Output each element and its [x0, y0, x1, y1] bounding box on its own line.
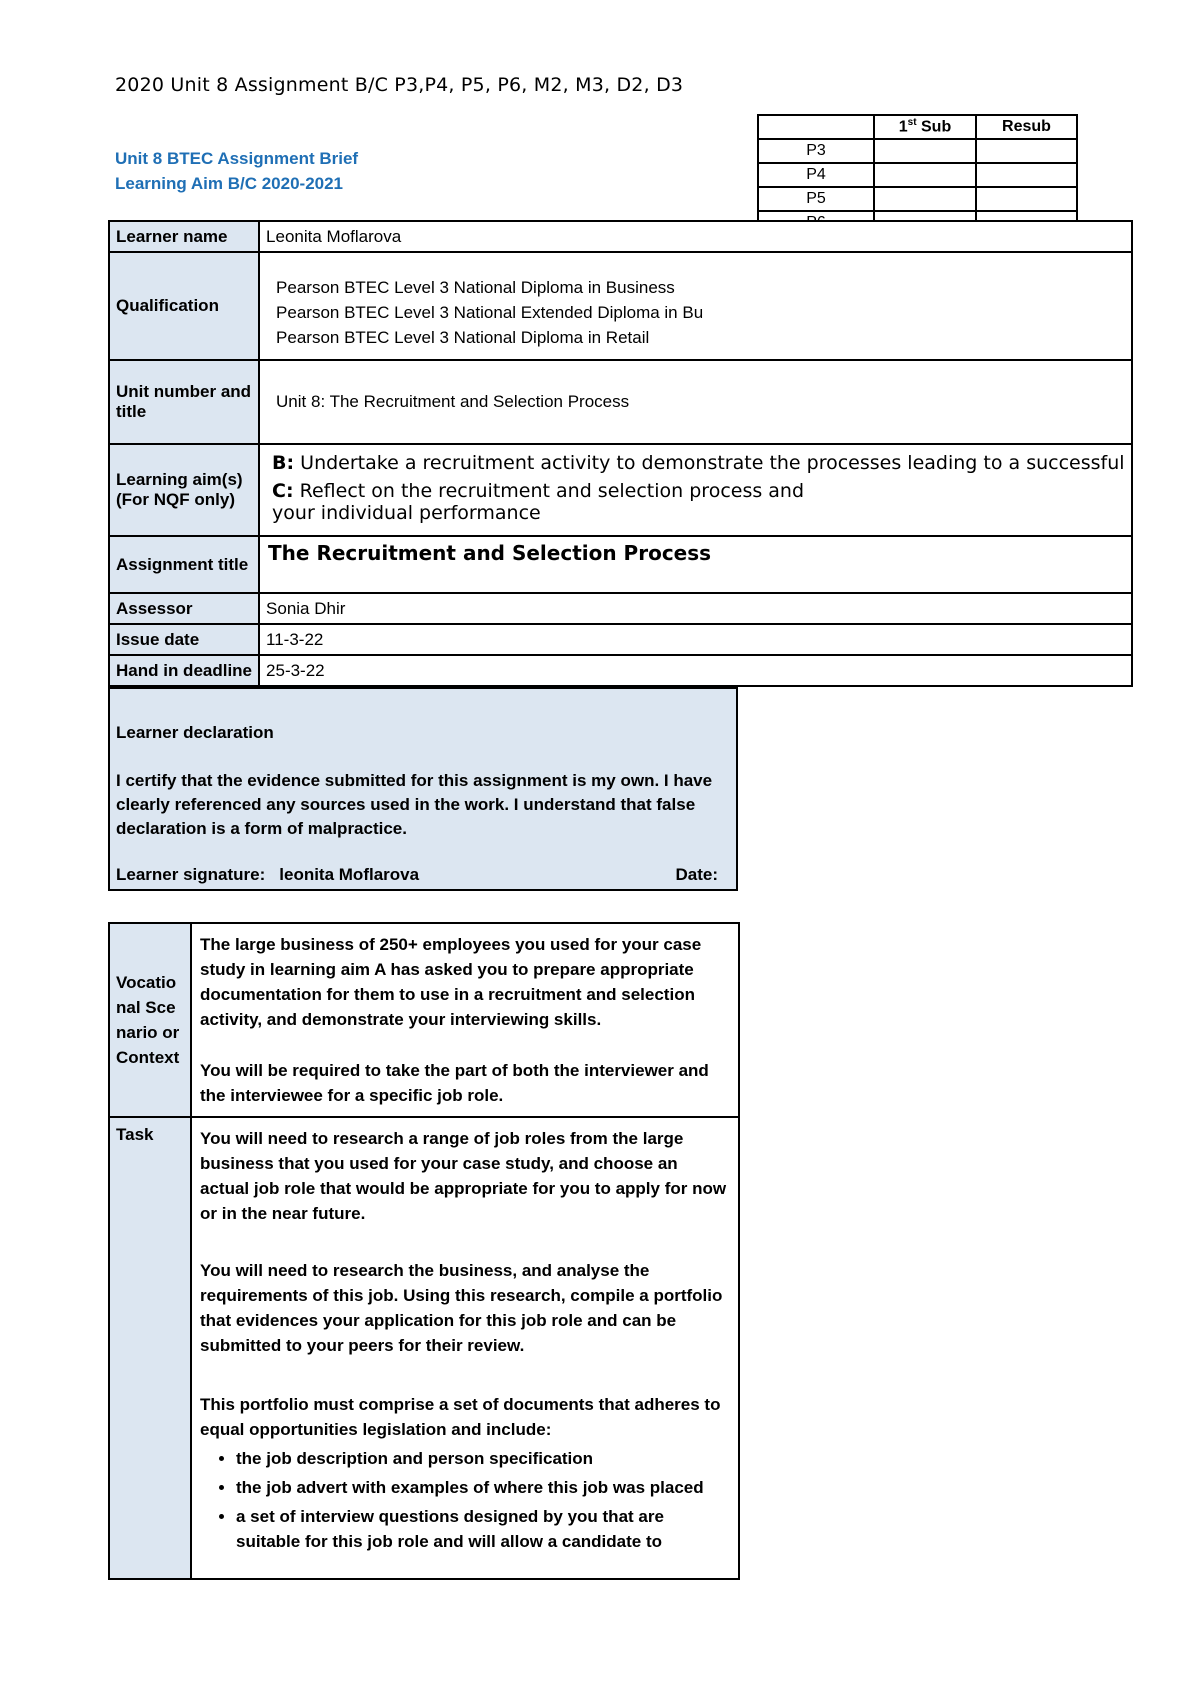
grade-criterion: P4 — [758, 163, 874, 187]
grade-row — [758, 163, 1077, 187]
task-paragraph: This portfolio must comprise a set of documents that adheres to equal opportunities legislation and include: — [200, 1395, 721, 1439]
grade-criterion: P5 — [758, 187, 874, 211]
scenario-paragraph: The large business of 250+ employees you used for your case study in learning aim A has asked you to prepare appropriate documentation for them to use in a recruitment and selection activity, and demonstrate your interviewing skills. — [200, 935, 702, 1029]
info-row-deadline — [109, 655, 1132, 686]
grade-header-row — [758, 115, 1077, 139]
assessor-value: Sonia Dhir — [259, 593, 1132, 624]
info-row-assignment — [109, 536, 1132, 593]
info-row-issue — [109, 624, 1132, 655]
learning-aim-value — [259, 444, 1132, 536]
qualification-line: Pearson BTEC Level 3 National Diploma in Business — [276, 278, 675, 297]
brief-subtitle: Learning Aim B/C 2020-2021 — [115, 174, 344, 193]
aim-c-cont: your individual performance — [272, 502, 541, 524]
scenario-label: Vocational Scenario or Context — [109, 923, 191, 1117]
qualification-value — [259, 252, 1132, 360]
brief-title: Unit 8 BTEC Assignment Brief — [115, 149, 359, 168]
assessor-label: Assessor — [109, 593, 259, 624]
aim-c: C: Reflect on the recruitment and selection process and — [272, 480, 805, 502]
scenario-task-table — [108, 922, 740, 1580]
grade-header-blank — [758, 115, 874, 139]
qualification-line: Pearson BTEC Level 3 National Extended Diploma in Bu — [276, 303, 704, 322]
unit-value: Unit 8: The Recruitment and Selection Process — [259, 360, 1132, 444]
info-row-qualification — [109, 252, 1132, 360]
grade-criterion: P3 — [758, 139, 874, 163]
qualification-line: Pearson BTEC Level 3 National Diploma in Retail — [276, 328, 650, 347]
scenario-row — [109, 923, 739, 1117]
learning-aim-label: Learning aim(s) (For NQF only) — [109, 444, 259, 536]
assignment-info-table — [108, 220, 1133, 687]
task-bullet: • a set of interview questions designed by you that are suitable for this job role and will allow a candidate to — [236, 1504, 730, 1554]
task-paragraph: You will need to research the business, and analyse the requirements of this job. Using this research, compile a portfolio that evidences your application for this job role and can be submitted to your peers for their review. — [200, 1261, 723, 1355]
issue-date-label: Issue date — [109, 624, 259, 655]
learner-declaration-box — [108, 687, 738, 891]
task-row — [109, 1117, 739, 1579]
learner-name-value: Leonita Moflarova — [259, 221, 1132, 252]
issue-date-value: 11-3-22 — [259, 624, 1132, 655]
task-label: Task — [109, 1117, 191, 1579]
info-row-unit — [109, 360, 1132, 444]
aim-b: B: Undertake a recruitment activity to demonstrate the processes leading to a successful — [272, 452, 1125, 474]
assignment-title-label: Assignment title — [109, 536, 259, 593]
scenario-content — [191, 923, 739, 1117]
brief-title-block — [115, 146, 358, 196]
grade-header-resub: Resub — [976, 115, 1077, 139]
task-bullet-list — [200, 1446, 730, 1554]
deadline-value: 25-3-22 — [259, 655, 1132, 686]
info-row-aim — [109, 444, 1132, 536]
info-row-assessor — [109, 593, 1132, 624]
deadline-label: Hand in deadline — [109, 655, 259, 686]
signature-label: Learner signature: — [116, 865, 266, 884]
grade-header-first-sub: 1st Sub — [874, 115, 976, 139]
task-paragraph: You will need to research a range of job roles from the large business that you used for your case study, and choose an actual job role that would be appropriate for you to apply for now or in the near future. — [200, 1129, 727, 1223]
document-header: 2020 Unit 8 Assignment B/C P3,P4, P5, P6, M2, M3, D2, D3 — [115, 74, 684, 96]
unit-label: Unit number and title — [109, 360, 259, 444]
declaration-text: I certify that the evidence submitted for this assignment is my own. I have clearly referenced any sources used in the work. I understand that false declaration is a form of malpractice. — [116, 771, 713, 838]
date-label: Date: — [675, 865, 718, 884]
info-row-learner — [109, 221, 1132, 252]
assignment-title-value: The Recruitment and Selection Process — [259, 536, 1132, 593]
task-bullet: • the job advert with examples of where this job was placed — [236, 1475, 730, 1500]
grade-row — [758, 187, 1077, 211]
learner-name-label: Learner name — [109, 221, 259, 252]
task-content — [191, 1117, 739, 1579]
scenario-paragraph: You will be required to take the part of both the interviewer and the interviewee for a specific job role. — [200, 1061, 709, 1105]
declaration-heading: Learner declaration — [116, 723, 274, 742]
task-bullet: • the job description and person specification — [236, 1446, 730, 1471]
signature-value: leonita Moflarova — [279, 865, 420, 884]
qualification-label: Qualification — [109, 252, 259, 360]
signature-row — [110, 865, 736, 885]
grade-row — [758, 139, 1077, 163]
